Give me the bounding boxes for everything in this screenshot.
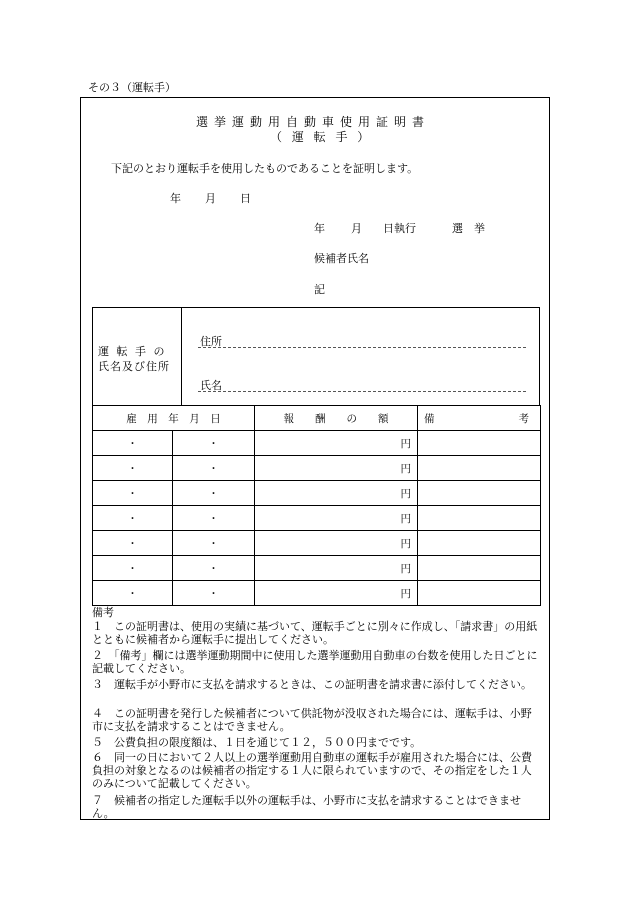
page-title: 選挙運動用自動車使用証明書 [196,115,431,129]
cell-day[interactable]: ・ [173,481,255,506]
table-row [93,531,541,556]
cell-remarks[interactable] [418,481,541,506]
election-year: 年 [314,222,325,235]
note-item-2: ２ 「備考」欄には選挙運動期間中に使用した選挙運動用自動車の台数を使用した日ごとに記載してください。 [92,649,538,675]
header-remarks: 備 考 [418,406,541,431]
notes-heading: 備考 [92,606,114,619]
cell-month[interactable]: ・ [93,431,173,456]
note-item-3: ３ 運転手が小野市に支払を請求するときは、この証明書を請求書に添付してください。 [92,678,532,691]
table-row [93,481,541,506]
driver-label-line1: 運 転 手 の [98,345,167,358]
cell-remarks[interactable] [418,431,541,456]
date-year: 年 [170,192,181,205]
driver-box-divider [181,307,182,405]
name-field[interactable] [198,391,526,392]
cell-month[interactable]: ・ [93,481,173,506]
cell-remarks[interactable] [418,506,541,531]
cell-day[interactable]: ・ [173,556,255,581]
date-day: 日 [240,192,251,205]
election-month: 月 [351,222,362,235]
table-header-row [93,406,541,431]
cell-amount[interactable]: 円 [255,506,418,531]
cell-remarks[interactable] [418,556,541,581]
cell-day[interactable]: ・ [173,531,255,556]
note-item-6: ６ 同一の日において２人以上の選挙運動用自動車の運転手が雇用された場合には、公費負担の対象となるのは候補者の指定する１人に限られていますので、その指定をした１人のみについて記載してください。 [92,751,532,790]
note-item-1: １ この証明書は、使用の実績に基づいて、運転手ごとに別々に作成し、「請求書」の用紙とともに候補者から運転手に提出してください。 [92,620,538,646]
cell-month[interactable]: ・ [93,556,173,581]
cell-remarks[interactable] [418,531,541,556]
election-held: 日執行 [383,222,416,235]
table-row [93,431,541,456]
address-field[interactable] [198,347,526,348]
election-label: 選 挙 [452,222,485,235]
cell-amount[interactable]: 円 [255,531,418,556]
cell-amount[interactable]: 円 [255,431,418,456]
ki-label: 記 [314,283,325,296]
table-row [93,506,541,531]
address-label: 住所 [200,335,222,348]
cell-month[interactable]: ・ [93,506,173,531]
cell-day[interactable]: ・ [173,431,255,456]
cell-amount[interactable]: 円 [255,581,418,606]
cell-day[interactable]: ・ [173,456,255,481]
cell-amount[interactable]: 円 [255,556,418,581]
name-label: 氏名 [200,379,222,392]
candidate-name-label: 候補者氏名 [314,252,369,265]
note-item-5: ５ 公費負担の限度額は、１日を通じて１２，５００円までです。 [92,736,422,749]
cell-month[interactable]: ・ [93,581,173,606]
note-item-7: ７ 候補者の指定した運転手以外の運転手は、小野市に支払を請求することはできません。 [92,794,521,820]
cell-remarks[interactable] [418,581,541,606]
cell-month[interactable]: ・ [93,456,173,481]
table-row [93,581,541,606]
note-item-4: ４ この証明書を発行した候補者について供託物が没収された場合には、運転手は、小野市に支払を請求することはできません。 [92,707,532,733]
table-row [93,556,541,581]
payment-table [92,405,541,606]
cell-amount[interactable]: 円 [255,456,418,481]
table-row [93,456,541,481]
cell-month[interactable]: ・ [93,531,173,556]
page-subtitle: （ 運 転 手 ） [270,130,373,144]
header-payment-amount: 報 酬 の 額 [255,406,418,431]
cell-day[interactable]: ・ [173,581,255,606]
header-employment-date: 雇 用 年 月 日 [93,406,255,431]
driver-label-line2: 氏名及び住所 [98,360,170,373]
date-month: 月 [205,192,216,205]
form-tag: その３（運転手） [88,81,176,94]
cell-remarks[interactable] [418,456,541,481]
cell-day[interactable]: ・ [173,506,255,531]
intro-text: 下記のとおり運転手を使用したものであることを証明します。 [111,162,419,175]
cell-amount[interactable]: 円 [255,481,418,506]
